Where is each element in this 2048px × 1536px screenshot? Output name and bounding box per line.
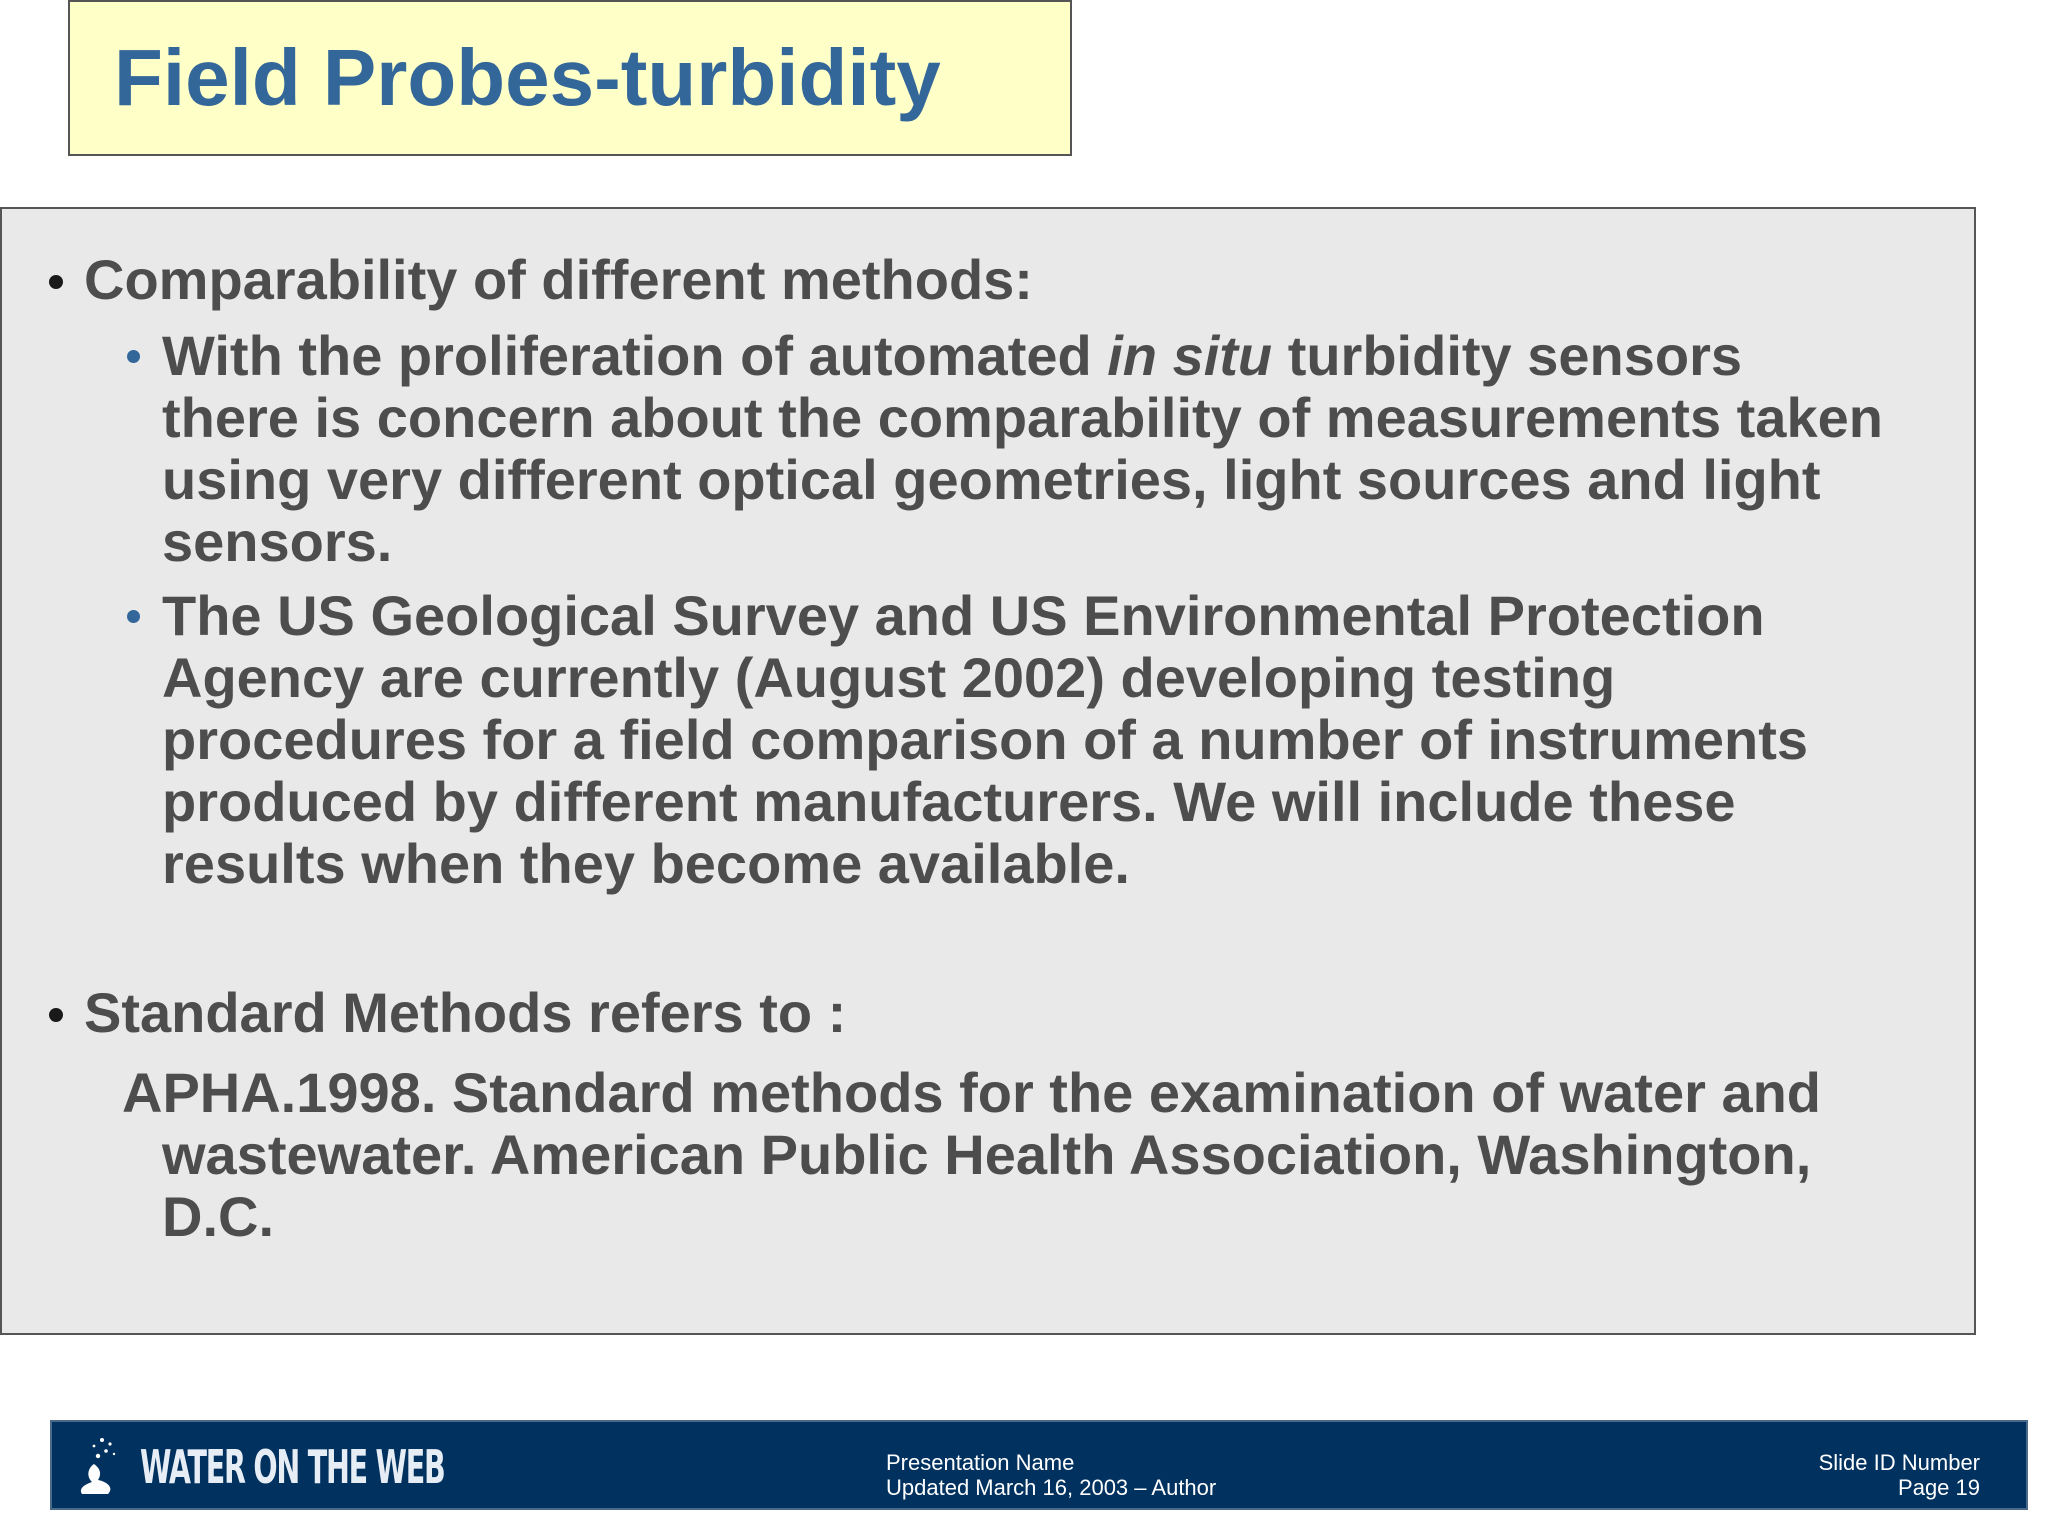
footer-presentation-info	[886, 1450, 1216, 1500]
text-line: there is concern about the comparability of measurements taken	[162, 386, 1883, 449]
bullet-dot-icon	[49, 275, 63, 289]
logo-text: WATER ON THE WEB	[140, 1440, 445, 1494]
text-line: results when they become available.	[162, 832, 1130, 895]
bullet-standard-methods	[84, 982, 846, 1044]
bullet-comparability	[84, 249, 1033, 311]
water-drop-logo-icon	[72, 1434, 122, 1496]
footer-bar	[50, 1420, 2028, 1510]
text-line: APHA.1998. Standard methods for the examination of water and	[122, 1061, 1822, 1124]
bullet-comparability-text: Comparability of different methods:	[84, 248, 1033, 311]
sub-bullet-dot-icon	[127, 350, 140, 363]
text-line: wastewater. American Public Health Association, Washington,	[162, 1123, 1812, 1186]
bullet-dot-icon	[49, 1008, 63, 1022]
text-line: produced by different manufacturers. We will include these	[162, 770, 1736, 833]
slide-id: Slide ID Number	[1818, 1450, 1980, 1475]
page-number: Page 19	[1898, 1475, 1980, 1500]
italic-term: in situ	[1107, 324, 1273, 387]
text-line: using very different optical geometries, light sources and light	[162, 448, 1821, 511]
text-line: The US Geological Survey and US Environmental Protection	[162, 584, 1765, 647]
updated-date-author: Updated March 16, 2003 – Author	[886, 1475, 1217, 1500]
sub-bullet-dot-icon	[127, 610, 140, 623]
content-box	[0, 207, 1976, 1335]
title-box	[68, 0, 1072, 156]
text-line: procedures for a field comparison of a number of instruments	[162, 708, 1809, 771]
text-segment: turbidity sensors	[1272, 324, 1743, 387]
sub-bullet-usgs	[162, 585, 1952, 895]
sub-bullet-proliferation	[162, 325, 1952, 573]
footer-slide-info	[1819, 1450, 1980, 1500]
text-segment: With the proliferation of automated	[162, 324, 1108, 387]
presentation-name: Presentation Name	[886, 1450, 1075, 1475]
reference-citation	[122, 1062, 1821, 1248]
text-line: D.C.	[162, 1185, 274, 1248]
slide-title: Field Probes-turbidity	[114, 33, 941, 122]
text-line: Agency are currently (August 2002) developing testing	[162, 646, 1616, 709]
text-line	[162, 325, 1952, 387]
text-line: sensors.	[162, 510, 393, 573]
bullet-standard-methods-text: Standard Methods refers to :	[84, 981, 847, 1044]
